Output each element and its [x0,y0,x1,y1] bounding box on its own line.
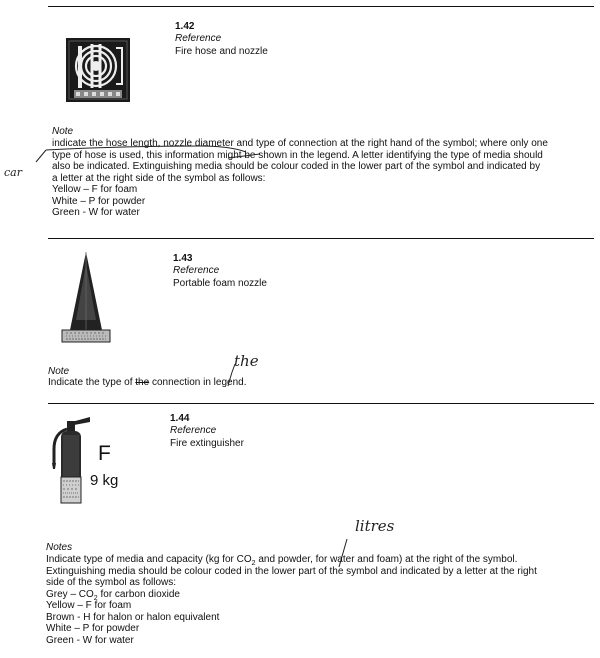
note-text: connection in [149,377,211,388]
handwritten-note: car [4,166,22,179]
handwritten-note: litres [355,517,395,535]
reference-label: Reference [175,33,222,44]
symbol-title: Fire hose and nozzle [175,46,268,57]
note-text: Indicate the type of [48,377,136,388]
note-list-item: Yellow – F for foam [46,600,132,611]
note-body [46,554,537,646]
note-line: Extinguishing media should be colour coded in the lower part of the symbol and indicated by a letter at the right [46,565,537,577]
entry-number: 1.42 [175,21,195,32]
note-list-item: Brown - H for halon or halon equivalent [46,611,220,623]
symbol-letter: F [98,442,111,465]
symbol-capacity: 9 kg [90,472,119,489]
note-line: side of the symbol as follows: [46,577,177,588]
section-divider [48,403,594,404]
note-heading: Note [52,126,74,137]
note-list-item: Green - W for water [46,634,134,646]
section-divider [48,238,594,239]
note-line: indicate the hose length, nozzle diameter and type of connection at the right hand of the symbol; where only one [52,138,548,149]
note-line: Indicate type of media and capacity (kg for $CO_2$ and powder, for water and foam) at the right of the symbol. [46,554,518,567]
note-list-item: White – P for powder [46,623,140,634]
note-list-item: Green - W for water [52,207,140,218]
note-line: type of hose is used, this information might be shown in the legend. A letter identifying the type of media should [52,149,543,161]
note-text: legend. [210,377,247,388]
entry-1-42 [0,0,600,240]
symbol-title: Fire extinguisher [170,438,244,449]
reference-label: Reference [170,425,217,436]
note-list-item: Grey – $CO_2$ for carbon dioxide [46,588,180,602]
note-body [48,377,247,389]
entry-number: 1.44 [170,413,190,424]
handwritten-marks [0,140,600,180]
note-line: a letter at the right side of the symbol as follows: [52,172,266,184]
fire-hose-reel-icon [66,38,130,102]
caret-mark [225,360,239,390]
note-list-item: Yellow – F for foam [52,184,138,195]
reference-label: Reference [173,265,220,276]
entry-number: 1.43 [173,253,193,264]
struck-word: the [135,377,150,388]
symbol-title: Portable foam nozzle [173,278,267,289]
entry-1-44 [0,405,600,658]
foam-nozzle-icon [60,250,112,346]
note-heading: Notes [46,542,73,553]
note-line: also be indicated. Extinguishing media should be colour coded in the lower part of the symbol and indicated by [52,161,541,172]
note-heading: Note [48,366,70,377]
note-list-item: White – P for powder [52,195,146,207]
fire-extinguisher-icon [50,413,96,507]
entry-1-43 [0,240,600,400]
handwritten-note: the [234,352,259,370]
